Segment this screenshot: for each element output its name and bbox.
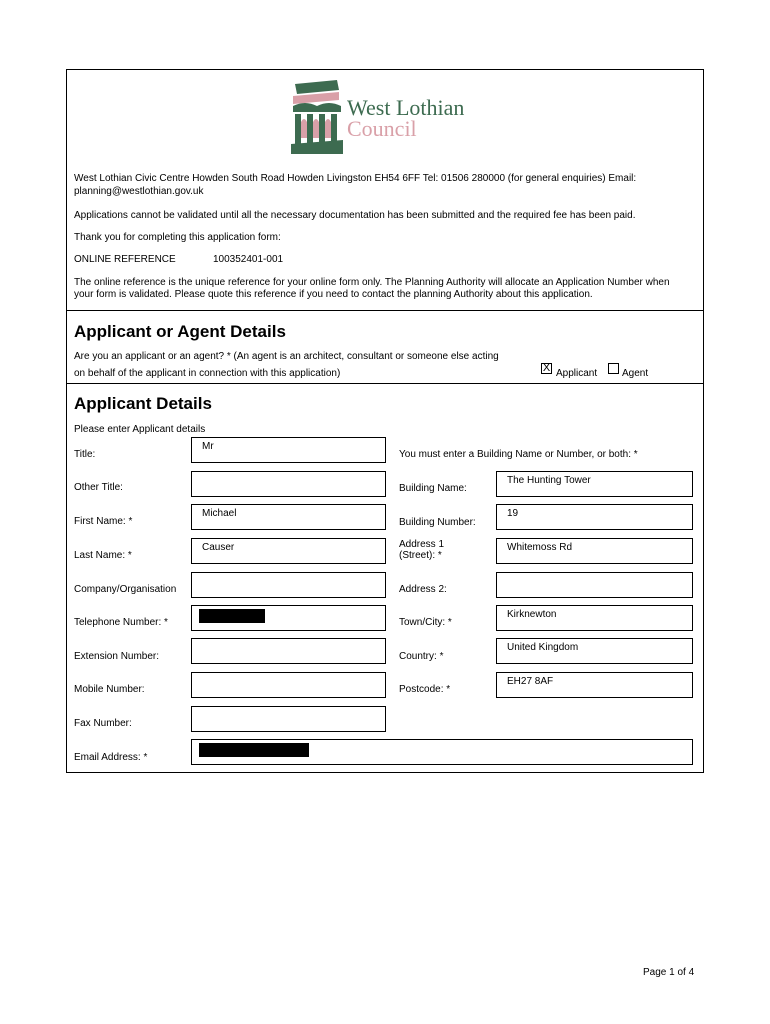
town-field[interactable]: Kirknewton [496,605,693,631]
agent-checkbox[interactable] [608,363,619,374]
mobile-label: Mobile Number: [74,684,145,695]
fax-label: Fax Number: [74,718,132,729]
address-2-field[interactable] [496,572,693,598]
company-field[interactable] [191,572,386,598]
last-name-field[interactable]: Causer [191,538,386,564]
other-title-field[interactable] [191,471,386,497]
other-title-label: Other Title: [74,482,123,493]
telephone-redaction [199,609,265,623]
applicant-option-label: Applicant [556,368,598,379]
building-name-label: Building Name: [399,483,467,494]
agent-question-line-2: on behalf of the applicant in connection with this application) [74,368,341,379]
address-1-field[interactable]: Whitemoss Rd [496,538,693,564]
last-name-label: Last Name: * [74,550,132,561]
page-number: Page 1 of 4 [643,967,695,978]
agent-option-label: Agent [622,368,649,379]
address-1-label: Address 1 [399,539,445,550]
west-lothian-logo-icon [291,78,343,154]
title-label: Title: [74,449,96,460]
agent-section-title: Applicant or Agent Details [74,322,286,341]
building-note: You must enter a Building Name or Number, or both: * [399,449,638,460]
email-redaction [199,743,309,757]
title-field[interactable]: Mr [191,437,386,463]
extension-field[interactable] [191,638,386,664]
building-number-field[interactable]: 19 [496,504,693,530]
country-label: Country: * [399,651,444,662]
country-field[interactable]: United Kingdom [496,638,693,664]
first-name-label: First Name: * [74,516,133,527]
applicant-section-title: Applicant Details [74,394,212,413]
postcode-label: Postcode: * [399,684,451,695]
extension-label: Extension Number: [74,651,160,662]
reference-note-2: your form is validated. Please quote this reference if you need to contact the planning Authority about this application. [74,289,593,300]
logo-line-1: West Lothian [347,95,465,120]
thanks-text: Thank you for completing this application form: [74,232,281,243]
validation-note: Applications cannot be validated until all the necessary documentation has been submitted and the required fee has been paid. [74,210,636,221]
address-2-label: Address 2: [399,584,447,595]
logo-line-2: Council [347,116,417,141]
telephone-label: Telephone Number: * [74,617,168,628]
mobile-field[interactable] [191,672,386,698]
applicant-intro: Please enter Applicant details [74,424,206,435]
town-label: Town/City: * [399,617,452,628]
company-label: Company/Organisation [74,584,177,595]
council-address: West Lothian Civic Centre Howden South Road Howden Livingston EH54 6FF Tel: 01506 280000 (for general enquiries) Email: [74,173,637,184]
fax-field[interactable] [191,706,386,732]
council-email[interactable]: planning@westlothian.gov.uk [74,186,204,197]
applicant-checkbox[interactable]: X [542,362,551,374]
online-reference-value: 100352401-001 [213,254,284,265]
email-label: Email Address: * [74,752,148,763]
reference-note-1: The online reference is the unique reference for your online form only. The Planning Authority will allocate an Application Number when [74,277,670,288]
building-name-field[interactable]: The Hunting Tower [496,471,693,497]
first-name-field[interactable]: Michael [191,504,386,530]
agent-question-line-1: Are you an applicant or an agent? * (An agent is an architect, consultant or someone else acting [74,351,499,362]
postcode-field[interactable]: EH27 8AF [496,672,693,698]
address-1-label-2: (Street): * [399,550,442,561]
building-number-label: Building Number: [399,517,476,528]
online-reference-label: ONLINE REFERENCE [74,254,176,265]
